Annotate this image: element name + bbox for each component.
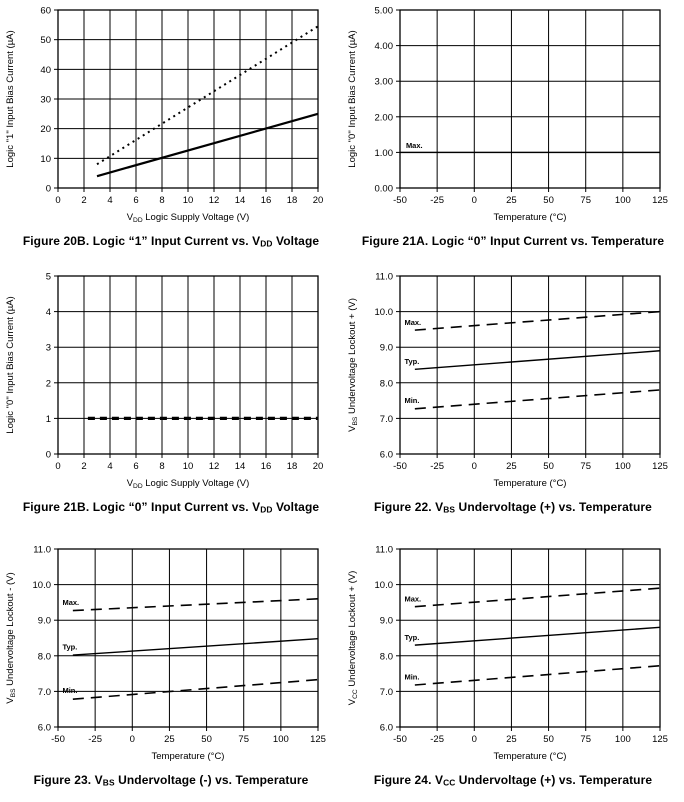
- series-line-line-dotted: [97, 26, 318, 164]
- x-tick-label: 2: [81, 195, 87, 206]
- x-tick-label: -25: [88, 734, 103, 745]
- y-tick-label: 6.0: [379, 449, 393, 461]
- y-tick-label: 3.00: [374, 76, 393, 88]
- annotation-max: Max.: [62, 598, 80, 608]
- annotation-min: Min.: [62, 686, 78, 696]
- x-tick-label: 16: [260, 461, 272, 472]
- y-tick-label: 5.00: [374, 5, 393, 17]
- y-tick-label: 7.0: [379, 413, 393, 425]
- x-axis-label: Temperature (°C): [151, 751, 225, 762]
- y-tick-label: 4: [45, 307, 51, 319]
- x-tick-label: 100: [614, 195, 631, 206]
- x-tick-label: 100: [272, 734, 289, 745]
- y-tick-label: 8.0: [37, 651, 51, 663]
- y-tick-label: 11.0: [33, 544, 51, 556]
- axis-ticks: [40, 6, 323, 207]
- y-tick-label: 0: [45, 449, 51, 461]
- figure-24-caption: Figure 24. $V_{CC}$ Undervoltage (+) vs. Temperature: [373, 773, 653, 788]
- x-tick-label: 4: [107, 461, 113, 472]
- y-tick-label: 8.0: [379, 651, 393, 663]
- x-tick-label: -25: [430, 195, 445, 206]
- figure-21a: [342, 0, 684, 256]
- y-tick-label: 10.0: [374, 307, 393, 319]
- grid: [400, 549, 660, 727]
- figure-20b-chart: [0, 0, 342, 232]
- y-tick-label: 11.0: [375, 544, 393, 556]
- y-tick-label: 30: [40, 94, 51, 106]
- y-tick-label: 10: [40, 153, 51, 165]
- figure-23: [0, 529, 342, 802]
- y-tick-label: 6.0: [379, 722, 393, 734]
- x-tick-label: 18: [286, 461, 298, 472]
- annotation-max: Max.: [404, 594, 422, 604]
- x-tick-label: 0: [471, 734, 477, 745]
- y-tick-label: 11.0: [375, 271, 393, 283]
- annotation-max: Max.: [404, 317, 422, 327]
- x-tick-label: -25: [430, 461, 445, 472]
- x-axis-label: Temperature (°C): [493, 212, 567, 223]
- x-tick-label: 125: [652, 461, 668, 472]
- x-axis-label: Temperature (°C): [493, 478, 567, 489]
- x-tick-label: 14: [234, 461, 246, 472]
- figure-21a-chart: [342, 0, 684, 232]
- y-tick-label: 1.00: [374, 147, 393, 159]
- y-axis-label: $V_{BS}$ Undervoltage Lockout - (V): [5, 572, 17, 704]
- x-tick-label: 20: [312, 461, 324, 472]
- x-axis-label: Temperature (°C): [493, 751, 567, 762]
- x-tick-label: 20: [312, 195, 324, 206]
- x-tick-label: 25: [164, 734, 175, 745]
- annotation-min: Min.: [404, 672, 420, 682]
- x-tick-label: 8: [159, 195, 165, 206]
- y-tick-label: 6.0: [37, 722, 51, 734]
- y-tick-label: 7.0: [379, 686, 393, 698]
- x-tick-label: -50: [393, 734, 407, 745]
- x-tick-label: 12: [208, 461, 220, 472]
- y-tick-label: 40: [40, 64, 51, 76]
- y-tick-label: 0: [45, 183, 51, 195]
- x-tick-label: 75: [580, 734, 592, 745]
- x-tick-label: -50: [51, 734, 65, 745]
- y-tick-label: 2: [45, 378, 51, 390]
- x-tick-label: 16: [260, 195, 272, 206]
- plot-border: [58, 549, 318, 727]
- x-tick-label: -25: [430, 734, 445, 745]
- figure-21b-caption: Figure 21B. Logic “0” Input Current vs. $V_{DD}$ Voltage: [22, 500, 320, 515]
- y-tick-label: 10.0: [32, 580, 51, 592]
- figure-24: [342, 529, 684, 802]
- y-tick-label: 10.0: [374, 580, 393, 592]
- figure-23-caption: Figure 23. $V_{BS}$ Undervoltage (-) vs. Temperature: [33, 773, 309, 788]
- y-axis-label: $V_{CC}$ Undervoltage Lockout + (V): [347, 570, 359, 706]
- x-tick-label: 10: [182, 461, 194, 472]
- y-tick-label: 0.00: [374, 183, 393, 195]
- figure-20b-svg: [0, 0, 342, 232]
- axis-ticks: [375, 6, 668, 207]
- figure-22: [342, 256, 684, 529]
- x-tick-label: 75: [238, 734, 250, 745]
- figure-23-svg: [0, 539, 342, 771]
- x-tick-label: 10: [182, 195, 194, 206]
- plot-border: [400, 276, 660, 454]
- x-tick-label: 50: [543, 461, 554, 472]
- x-tick-label: 14: [234, 195, 246, 206]
- y-tick-label: 2.00: [374, 112, 393, 124]
- grid: [400, 276, 660, 454]
- x-tick-label: 75: [580, 461, 592, 472]
- x-tick-label: 0: [55, 195, 61, 206]
- figure-21a-caption: Figure 21A. Logic “0” Input Current vs. Temperature: [361, 234, 665, 248]
- x-tick-label: 12: [208, 195, 220, 206]
- x-tick-label: 125: [652, 734, 668, 745]
- y-axis-label: $V_{BS}$ Undervoltage Lockout + (V): [347, 298, 359, 432]
- figure-24-svg: [342, 539, 684, 771]
- x-tick-label: 25: [506, 195, 517, 206]
- y-tick-label: 9.0: [379, 342, 393, 354]
- x-tick-label: 0: [471, 195, 477, 206]
- x-tick-label: 2: [81, 461, 87, 472]
- x-tick-label: 100: [614, 461, 631, 472]
- x-tick-label: 50: [201, 734, 212, 745]
- axis-ticks: [46, 272, 324, 473]
- figure-21a-svg: [342, 0, 684, 232]
- y-axis-label: Logic "1" Input Bias Current (µA): [5, 30, 16, 168]
- x-tick-label: -50: [393, 195, 407, 206]
- y-tick-label: 4.00: [374, 41, 393, 53]
- annotation-typ: Typ.: [404, 633, 420, 643]
- x-tick-label: 0: [471, 461, 477, 472]
- annotation-min: Min.: [404, 396, 420, 406]
- figure-24-chart: [342, 539, 684, 771]
- annotation-typ: Typ.: [62, 642, 78, 652]
- figure-22-chart: [342, 266, 684, 498]
- x-tick-label: 0: [129, 734, 135, 745]
- x-tick-label: 25: [506, 734, 517, 745]
- y-tick-label: 1: [45, 413, 51, 425]
- grid: [58, 549, 318, 727]
- figure-21b-chart: [0, 266, 342, 498]
- grid: [400, 10, 660, 188]
- x-tick-label: 50: [543, 195, 554, 206]
- y-tick-label: 7.0: [37, 686, 51, 698]
- x-tick-label: 125: [652, 195, 668, 206]
- x-axis-label: $V_{DD}$ Logic Supply Voltage (V): [126, 478, 250, 490]
- y-axis-label: Logic "0" Input Bias Current (µA): [5, 296, 16, 434]
- annotation-max: Max.: [405, 141, 423, 151]
- x-tick-label: 75: [580, 195, 592, 206]
- figure-21b: [0, 256, 342, 529]
- y-axis-label: Logic "0" Input Bias Current (µA): [347, 30, 358, 168]
- figure-22-svg: [342, 266, 684, 498]
- plot-border: [400, 10, 660, 188]
- x-tick-label: 18: [286, 195, 298, 206]
- x-tick-label: 50: [543, 734, 554, 745]
- axis-ticks: [375, 272, 668, 473]
- y-tick-label: 5: [45, 271, 51, 283]
- y-tick-label: 9.0: [379, 615, 393, 627]
- y-tick-label: 50: [40, 35, 51, 47]
- series-line-line-solid: [97, 114, 318, 176]
- figure-23-chart: [0, 539, 342, 771]
- x-tick-label: -50: [393, 461, 407, 472]
- x-tick-label: 8: [159, 461, 165, 472]
- x-tick-label: 4: [107, 195, 113, 206]
- grid: [58, 10, 318, 188]
- x-tick-label: 0: [55, 461, 61, 472]
- y-tick-label: 8.0: [379, 378, 393, 390]
- annotation-typ: Typ.: [404, 356, 420, 366]
- y-tick-label: 60: [40, 5, 51, 17]
- x-tick-label: 125: [310, 734, 326, 745]
- y-tick-label: 3: [45, 342, 51, 354]
- x-tick-label: 6: [133, 461, 139, 472]
- y-tick-label: 20: [40, 124, 51, 136]
- x-axis-label: $V_{DD}$ Logic Supply Voltage (V): [126, 212, 250, 224]
- figure-20b: [0, 0, 342, 256]
- figure-20b-caption: Figure 20B. Logic “1” Input Current vs. $V_{DD}$ Voltage: [22, 234, 320, 249]
- x-tick-label: 25: [506, 461, 517, 472]
- x-tick-label: 6: [133, 195, 139, 206]
- y-tick-label: 9.0: [37, 615, 51, 627]
- plot-border: [400, 549, 660, 727]
- figure-21b-svg: [0, 266, 342, 498]
- figure-22-caption: Figure 22. $V_{BS}$ Undervoltage (+) vs. Temperature: [374, 500, 652, 515]
- grid: [58, 276, 318, 454]
- x-tick-label: 100: [614, 734, 631, 745]
